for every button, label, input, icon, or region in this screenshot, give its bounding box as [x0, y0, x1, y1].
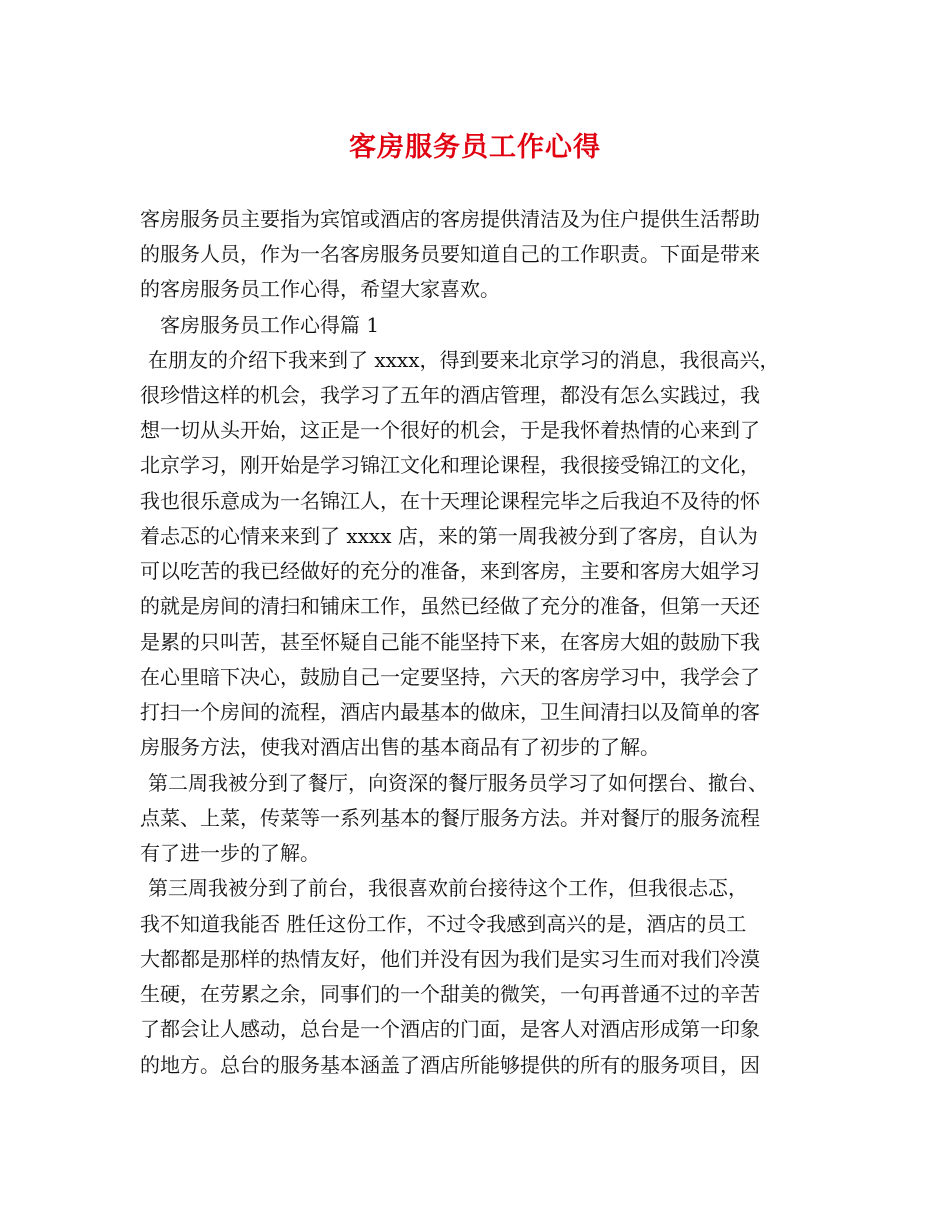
paragraph-line: 的客房服务员工作心得，希望大家喜欢。: [140, 277, 500, 301]
paragraph-line: 可以吃苦的我已经做好的充分的准备，来到客房，主要和客房大姐学习: [140, 559, 760, 583]
paragraph-line: 北京学习，刚开始是学习锦江文化和理论课程，我很接受锦江的文化，: [140, 453, 760, 477]
paragraph-line: 想一切从头开始，这正是一个很好的机会，于是我怀着热情的心来到了: [140, 418, 760, 442]
paragraph-line: 在朋友的介绍下我来到了 xxxx，得到要来北京学习的消息，我很高兴，: [148, 348, 780, 372]
paragraph-line: 生硬，在劳累之余，同事们的一个甜美的微笑，一句再普通不过的辛苦: [140, 982, 760, 1006]
paragraph-line: 点菜、上菜，传菜等一系列基本的餐厅服务方法。并对餐厅的服务流程: [140, 806, 760, 830]
paragraph-line: 大都都是那样的热情友好，他们并没有因为我们是实习生而对我们冷漠: [140, 947, 760, 971]
paragraph-line: 客房服务员主要指为宾馆或酒店的客房提供清洁及为住户提供生活帮助: [140, 207, 760, 231]
paragraph-line: 第三周我被分到了前台，我很喜欢前台接待这个工作，但我很忐忑，: [148, 876, 748, 900]
paragraph-line: 在心里暗下决心，鼓励自己一定要坚持，六天的客房学习中，我学会了: [140, 665, 760, 689]
document-title: 客房服务员工作心得: [349, 132, 601, 163]
paragraph-line: 有了进一步的了解。: [140, 841, 320, 865]
paragraph-line: 我也很乐意成为一名锦江人，在十天理论课程完毕之后我迫不及待的怀: [140, 489, 760, 513]
paragraph-line: 我不知道我能否 胜任这份工作，不过令我感到高兴的是，酒店的员工: [140, 912, 747, 936]
paragraph-line: 了都会让人感动，总台是一个酒店的门面，是客人对酒店形成第一印象: [140, 1017, 760, 1041]
paragraph-line: 很珍惜这样的机会，我学习了五年的酒店管理，都没有怎么实践过，我: [140, 383, 760, 407]
paragraph-line: 是累的只叫苦，甚至怀疑自己能不能坚持下来，在客房大姐的鼓励下我: [140, 630, 760, 654]
paragraph-line: 着忐忑的心情来来到了 xxxx 店，来的第一周我被分到了客房，自认为: [140, 524, 758, 548]
paragraph-line: 第二周我被分到了餐厅，向资深的餐厅服务员学习了如何摆台、撤台、: [148, 771, 768, 795]
section-heading: 客房服务员工作心得篇 1: [160, 313, 380, 337]
paragraph-line: 打扫一个房间的流程，酒店内最基本的做床，卫生间清扫以及简单的客: [140, 700, 760, 724]
paragraph-line: 房服务方法，使我对酒店出售的基本商品有了初步的了解。: [140, 735, 660, 759]
paragraph-line: 的地方。总台的服务基本涵盖了酒店所能够提供的所有的服务项目，因: [140, 1053, 760, 1077]
paragraph-line: 的就是房间的清扫和铺床工作，虽然已经做了充分的准备，但第一天还: [140, 594, 760, 618]
paragraph-line: 的服务人员，作为一名客房服务员要知道自己的工作职责。下面是带来: [140, 242, 760, 266]
